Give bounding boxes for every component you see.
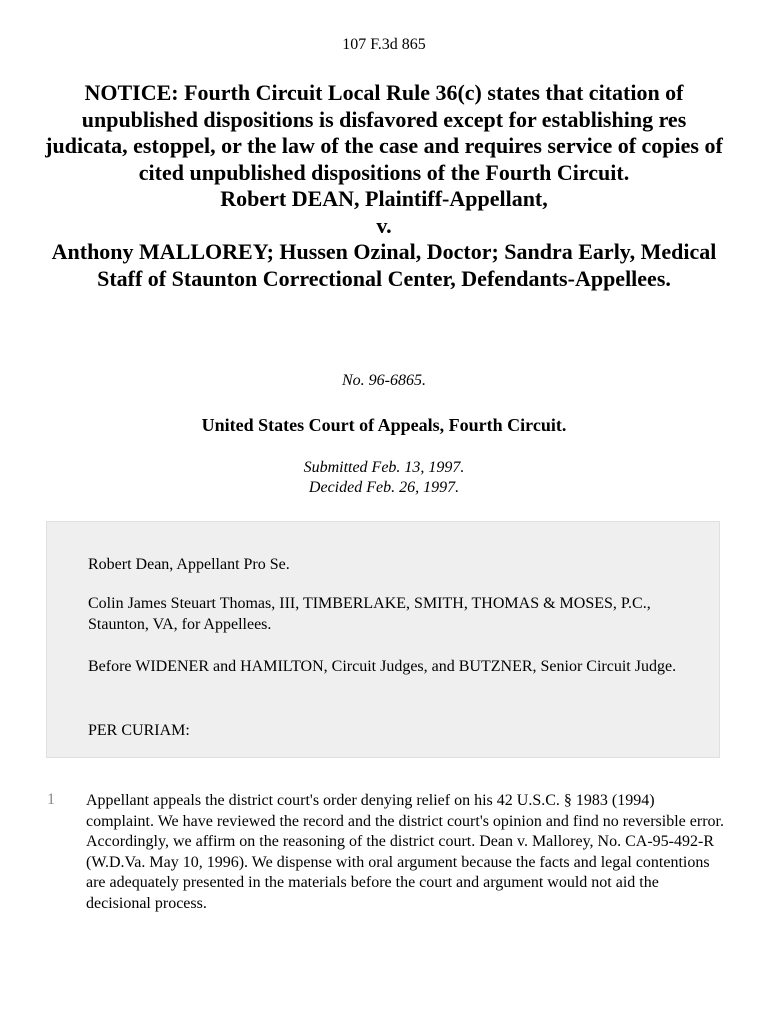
per-curiam-label: PER CURIAM: bbox=[88, 722, 190, 739]
counsel-box bbox=[46, 521, 720, 758]
decided-date: Decided Feb. 26, 1997. bbox=[308, 479, 460, 496]
panel-judges: Before WIDENER and HAMILTON, Circuit Judges, and BUTZNER, Senior Circuit Judge. bbox=[88, 658, 677, 675]
notice-text: NOTICE: Fourth Circuit Local Rule 36(c) states that citation of unpublished dispositions is disfavored except for establishing res judicata, estoppel, or the law of the case and requires service of copies of cited unpublished dispositions of the Fourth Circuit. bbox=[45, 80, 723, 185]
case-dates bbox=[0, 458, 768, 498]
docket-number: No. 96-6865. bbox=[342, 372, 426, 389]
appellees-counsel: Colin James Steuart Thomas, III, TIMBERLAKE, SMITH, THOMAS & MOSES, P.C., Staunton, VA, for Appellees. bbox=[88, 595, 651, 633]
case-heading bbox=[40, 80, 728, 292]
case-citation: 107 F.3d 865 bbox=[342, 36, 426, 53]
defendants-names: Anthony MALLOREY; Hussen Ozinal, Doctor; Sandra Early, Medical Staff of Staunton Correctional Center, Defendants-Appellees. bbox=[51, 239, 717, 291]
paragraph-number: 1 bbox=[47, 791, 55, 808]
appellant-counsel: Robert Dean, Appellant Pro Se. bbox=[88, 556, 290, 573]
court-name: United States Court of Appeals, Fourth Circuit. bbox=[201, 415, 567, 435]
versus-text: v. bbox=[376, 212, 392, 238]
submitted-date: Submitted Feb. 13, 1997. bbox=[303, 459, 465, 476]
plaintiff-name: Robert DEAN, Plaintiff-Appellant, bbox=[220, 186, 548, 211]
opinion-paragraph: Appellant appeals the district court's order denying relief on his 42 U.S.C. § 1983 (1994) complaint. We have reviewed the record and the district court's opinion and find no reversible error. Accordingly, we affirm on the reasoning of the district court. Dean v. Mallorey, No. CA-95-492-R (W.D.Va. May 10, 1996). We dispense with oral argument because the facts and legal contentions are adequately presented in the materials before the court and argument would not aid the decisional process. bbox=[86, 792, 724, 912]
